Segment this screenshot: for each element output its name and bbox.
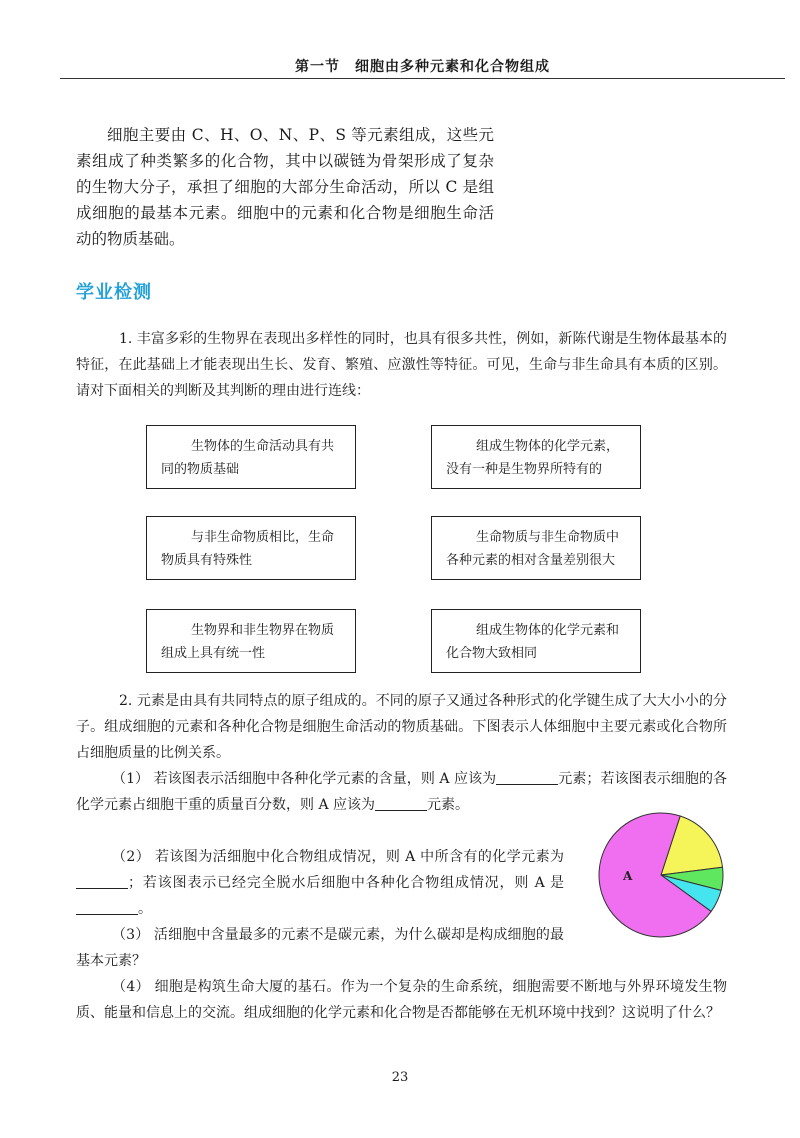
right-box-1[interactable]: 组成生物体的化学元素，没有一种是生物界所特有的 (431, 425, 641, 489)
right-box-2[interactable]: 生命物质与非生命物质中各种元素的相对含量差别很大 (431, 516, 641, 580)
header-rule (60, 78, 785, 79)
composition-pie-chart (586, 810, 736, 940)
sub-question-4: （4） 细胞是构筑生命大厦的基石。作为一个复杂的生命系统，细胞需要不断地与外界环境发生物质、能量和信息上的交流。组成细胞的化学元素和化合物是否都能够在无机环境中找到？这说明了什么？ (76, 979, 727, 1021)
answer-blank-2[interactable] (375, 794, 427, 811)
sub1-text-c: 元素。 (427, 797, 470, 813)
running-header: 第一节 细胞由多种元素和化合物组成 (295, 59, 550, 75)
sub1-text-b: 元素；若该图表示细胞的各化学元素占细胞干重的质量百分数，则 A 应该为 (76, 771, 728, 813)
answer-blank-4[interactable] (76, 898, 138, 915)
left-box-1[interactable]: 生物体的生命活动具有共同的物质基础 (146, 425, 356, 489)
question-1-text: 1. 丰富多彩的生物界在表现出多样性的同时，也具有很多共性，例如，新陈代谢是生物体最基本的特征，在此基础上才能表现出生长、发育、繁殖、应激性等特征。可见，生命与非生命具有本质的区别。请对下面相关的判断及其判断的理由进行连线： (76, 331, 727, 399)
sub2-text-c: 。 (138, 901, 152, 917)
sub-question-3: （3） 活细胞中含量最多的元素不是碳元素，为什么碳却是构成细胞的最基本元素？ (76, 927, 564, 969)
answer-blank-1[interactable] (496, 768, 558, 785)
question-2-text: 2. 元素是由具有共同特点的原子组成的。不同的原子又通过各种形式的化学键生成了大大小小的分子。组成细胞的元素和各种化合物是细胞生命活动的物质基础。下图表示人体细胞中主要元素或化合物所占细胞质量的比例关系。 (76, 693, 727, 761)
left-box-3[interactable]: 生物界和非生物界在物质组成上具有统一性 (146, 609, 356, 673)
intro-paragraph: 细胞主要由 C、H、O、N、P、S 等元素组成，这些元素组成了种类繁多的化合物，其中以碳链为骨架形成了复杂的生物大分子，承担了细胞的大部分生命活动，所以 C 是组成细胞的最基本元素。细胞中的元素和化合物是细胞生命活动的物质基础。 (76, 126, 494, 248)
right-box-3[interactable]: 组成生物体的化学元素和化合物大致相同 (431, 609, 641, 673)
sub2-text-a: （2） 若该图为活细胞中化合物组成情况，则 A 中所含有的化学元素为 (112, 849, 564, 865)
section-title: 学业检测 (76, 282, 152, 303)
answer-blank-3[interactable] (76, 872, 128, 889)
pie-label-a: A (623, 869, 633, 883)
sub1-text-a: （1） 若该图表示活细胞中各种化学元素的含量，则 A 应该为 (112, 771, 497, 787)
sub-question-2 (76, 844, 564, 922)
left-box-2[interactable]: 与非生命物质相比，生命物质具有特殊性 (146, 516, 356, 580)
page-number: 23 (391, 1070, 409, 1085)
sub2-text-b: ；若该图表示已经完全脱水后细胞中各种化合物组成情况，则 A 是 (128, 875, 564, 891)
